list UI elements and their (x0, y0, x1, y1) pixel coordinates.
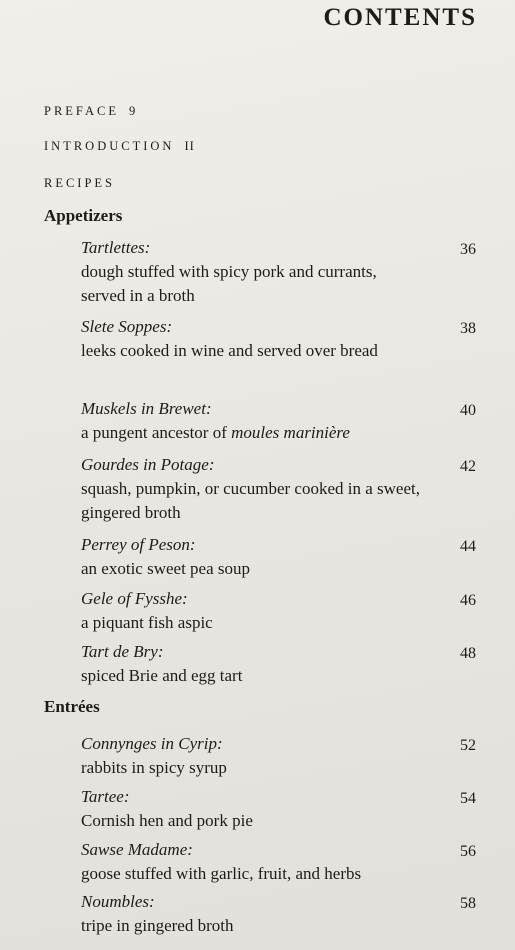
page-number: 44 (460, 538, 476, 555)
page-number: 46 (460, 592, 476, 609)
page-number: 40 (460, 402, 476, 419)
recipes-heading (44, 176, 115, 191)
recipe-description: rabbits in spicy syrup (81, 758, 227, 777)
recipe-name: Sawse Madame: (81, 840, 193, 859)
recipe-description: Cornish hen and pork pie (81, 811, 253, 830)
recipes-label: RECIPES (44, 176, 116, 190)
recipe-description: tripe in gingered broth (81, 916, 234, 935)
page-number: 54 (460, 790, 476, 807)
toc-entry (81, 640, 476, 688)
toc-entry (81, 890, 476, 938)
preface-label: PREFACE (44, 104, 119, 118)
category-entrees: Entrées (44, 697, 100, 716)
toc-entry (81, 533, 476, 581)
page-number: 38 (460, 320, 476, 337)
page-number: 52 (460, 737, 476, 754)
recipe-name: Tart de Bry: (81, 642, 164, 661)
introduction-heading (44, 139, 195, 154)
recipe-description: a pungent ancestor of moules marinière (81, 423, 350, 442)
recipe-description: leeks cooked in wine and served over bread (81, 341, 378, 360)
recipe-name: Connynges in Cyrip: (81, 734, 223, 753)
page-number: 56 (460, 843, 476, 860)
recipe-description: an exotic sweet pea soup (81, 559, 250, 578)
recipe-name: Noumbles: (81, 892, 155, 911)
toc-entry (81, 315, 476, 363)
page-title: CONTENTS (323, 4, 477, 31)
toc-entry (81, 587, 476, 635)
category-appetizers: Appetizers (44, 206, 123, 225)
introduction-page-number: II (184, 139, 195, 153)
preface-page-number: 9 (128, 104, 137, 118)
recipe-name: Tartlettes: (81, 238, 151, 257)
recipe-name: Muskels in Brewet: (81, 399, 212, 418)
page-number: 58 (460, 895, 476, 912)
recipe-name: Tartee: (81, 787, 130, 806)
recipe-description: squash, pumpkin, or cucumber cooked in a sweet, gingered broth (81, 479, 420, 522)
recipe-name: Slete Soppes: (81, 317, 173, 336)
preface-heading (44, 104, 136, 119)
recipe-description: dough stuffed with spicy pork and currants, served in a broth (81, 262, 377, 305)
toc-entry (81, 732, 476, 780)
toc-entry (81, 785, 476, 833)
recipe-description: spiced Brie and egg tart (81, 666, 243, 685)
toc-entry (81, 397, 476, 445)
introduction-label: INTRODUCTION (44, 139, 175, 153)
recipe-name: Perrey of Peson: (81, 535, 196, 554)
toc-entry (81, 838, 476, 886)
page-number: 42 (460, 458, 476, 475)
page-number: 48 (460, 645, 476, 662)
recipe-name: Gourdes in Potage: (81, 455, 215, 474)
page-number: 36 (460, 241, 476, 258)
recipe-description: a piquant fish aspic (81, 613, 213, 632)
recipe-description: goose stuffed with garlic, fruit, and herbs (81, 864, 362, 883)
toc-entry (81, 236, 476, 308)
recipe-name: Gele of Fysshe: (81, 589, 188, 608)
toc-entry (81, 453, 476, 525)
